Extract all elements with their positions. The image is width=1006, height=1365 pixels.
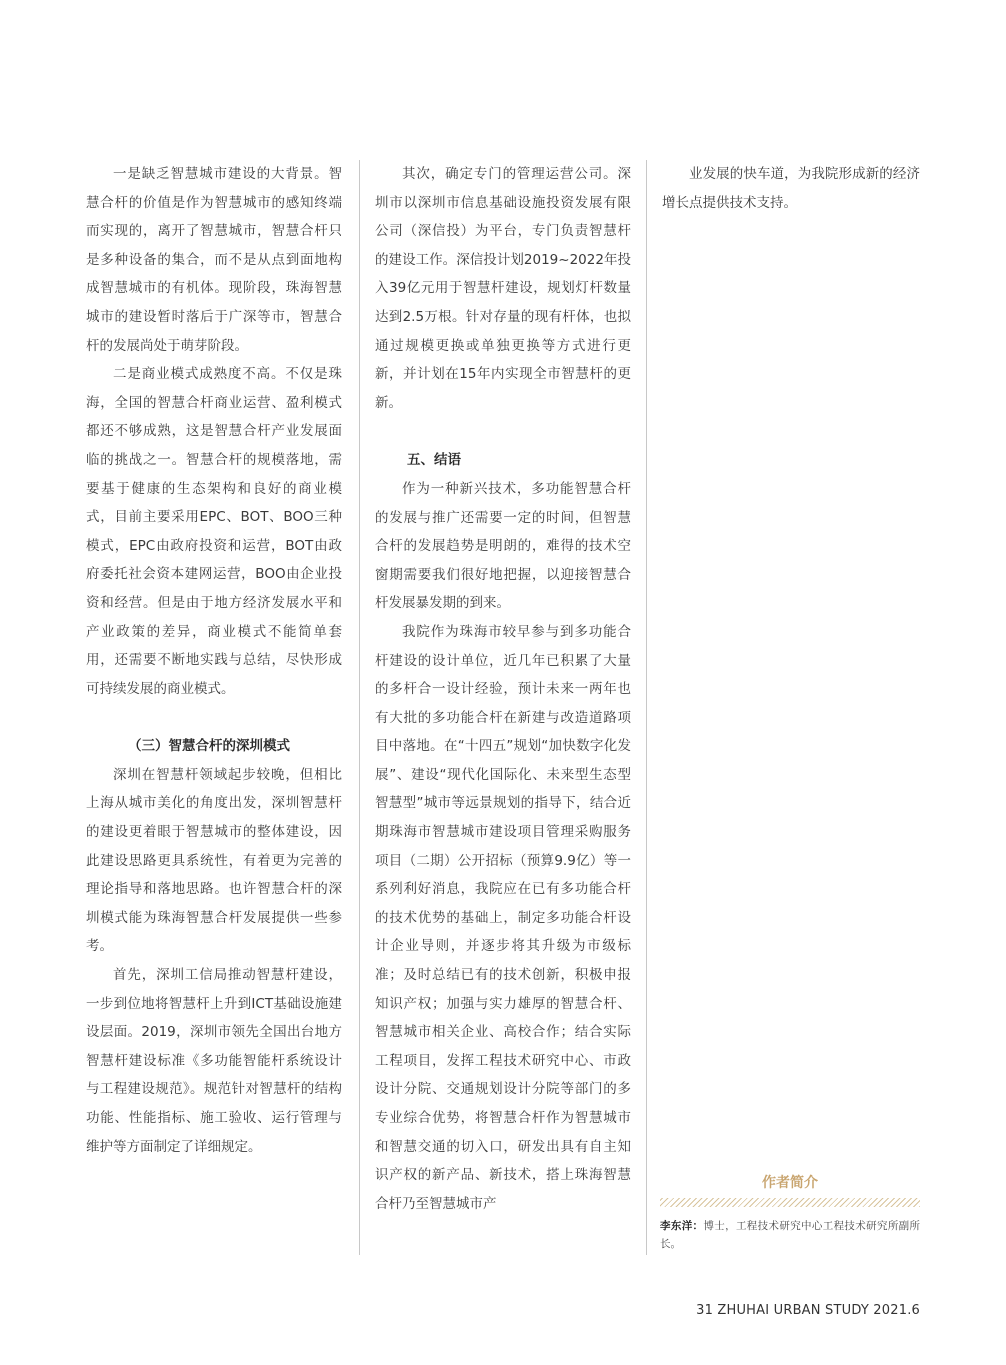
column-1 <box>86 160 342 1161</box>
section-heading: 五、结语 <box>407 452 461 469</box>
paragraph: 作为一种新兴技术，多功能智慧合杆的发展与推广还需要一定的时间，但智慧合杆的发展趋势是明朗的，难得的技术空窗期需要我们很好地把握，以迎接智慧合杆发展暴发期的到来。 <box>375 480 631 612</box>
column-2 <box>375 160 631 1218</box>
decorative-hatch-divider <box>660 1198 920 1207</box>
paragraph: 我院作为珠海市较早参与到多功能合杆建设的设计单位，近几年已积累了大量的多杆合一设计经验，预计未来一两年也有大批的多功能合杆在新建与改造道路项目中落地。在“十四五”规划“加快数字化发展”、建设“现代化国际化、未来型生态型智慧型”城市等远景规划的指导下，结合近期珠海市智慧城市建设项目管理采购服务项目（二期）公开招标（预算9.9亿）等一系列利好消息，我院应在已有多功能合杆的技术优势的基础上，制定多功能合杆设计企业导则，并逐步将其升级为市级标准；及时总结已有的技术创新，积极申报知识产权；加强与实力雄厚的智慧合杆、智慧城市相关企业、高校合作；结合实际工程项目，发挥工程技术研究中心、市政设计分院、交通规划设计分院等部门的多专业综合优势，将智慧合杆作为智慧城市和智慧交通的切入口，研发出具有自主知识产权的新产品、新技术，搭上珠海智慧合杆乃至智慧城市产 <box>375 623 631 1212</box>
author-description: 博士，工程技术研究中心工程技术研究所副所长。 <box>660 1220 921 1250</box>
paragraph: 其次，确定专门的管理运营公司。深圳市以深圳市信息基础设施投资发展有限公司（深信投）为平台，专门负责智慧杆的建设工作。深信投计划2019~2022年投入39亿元用于智慧杆建设，规划灯杆数量达到2.5万根。针对存量的现有杆体，也拟通过规模更换或单独更换等方式进行更新，并计划在15年内实现全市智慧杆的更新。 <box>375 166 631 411</box>
paragraph: 首先，深圳工信局推动智慧杆建设，一步到位地将智慧杆上升到ICT基础设施建设层面。2019，深圳市领先全国出台地方智慧杆建设标准《多功能智能杆系统设计与工程建设规范》。规范针对智慧杆的结构功能、性能指标、施工验收、运行管理与维护等方面制定了详细规定。 <box>86 967 342 1155</box>
page-footer: 31 ZHUHAI URBAN STUDY 2021.6 <box>696 1303 920 1318</box>
paragraph: 二是商业模式成熟度不高。不仅是珠海，全国的智慧合杆商业运营、盈利模式都还不够成熟，这是智慧合杆产业发展面临的挑战之一。智慧合杆的规模落地，需要基于健康的生态架构和良好的商业模式，目前主要采用EPC、BOT、BOO三种模式，EPC由政府投资和运营，BOT由政府委托社会资本建网运营，BOO由企业投资和经营。但是由于地方经济发展水平和产业政策的差异，商业模式不能简单套用，还需要不断地实践与总结，尽快形成可持续发展的商业模式。 <box>86 366 342 697</box>
column-3 <box>662 160 920 217</box>
column-divider <box>359 160 360 1255</box>
section-heading: （三）智慧合杆的深圳模式 <box>128 738 290 755</box>
paragraph: 业发展的快车道，为我院形成新的经济增长点提供技术支持。 <box>662 166 920 211</box>
author-box <box>660 1172 920 1253</box>
author-bio <box>660 1217 920 1253</box>
author-title: 作者简介 <box>762 1175 818 1191</box>
paragraph: 深圳在智慧杆领域起步较晚，但相比上海从城市美化的角度出发，深圳智慧杆的建设更着眼于智慧城市的整体建设，因此建设思路更具系统性，有着更为完善的理论指导和落地思路。也许智慧合杆的深圳模式能为珠海智慧合杆发展提供一些参考。 <box>86 766 342 955</box>
column-divider <box>646 160 647 1255</box>
author-name: 李东洋： <box>660 1220 704 1232</box>
paragraph: 一是缺乏智慧城市建设的大背景。智慧合杆的价值是作为智慧城市的感知终端而实现的，离开了智慧城市，智慧合杆只是多种设备的集合，而不是从点到面地构成智慧城市的有机体。现阶段，珠海智慧城市的建设暂时落后于广深等市，智慧合杆的发展尚处于萌芽阶段。 <box>86 166 342 354</box>
